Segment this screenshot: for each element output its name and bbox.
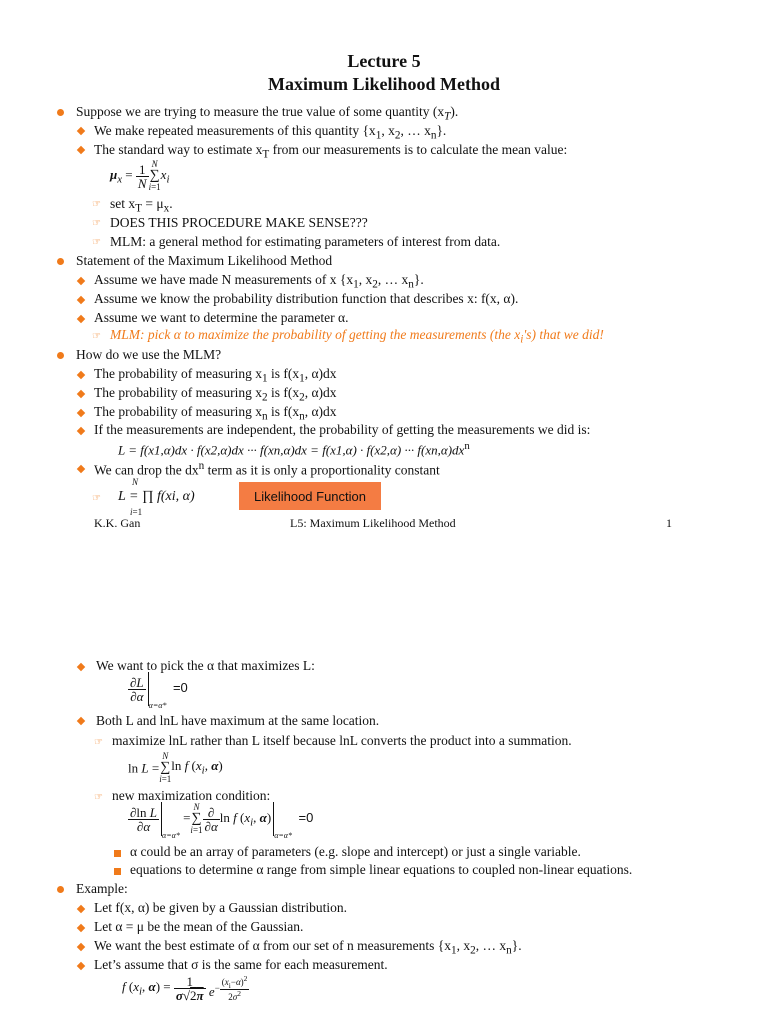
- diamond-bullet-icon: [77, 390, 85, 398]
- diamond-bullet-icon: [77, 465, 85, 473]
- p2-line2: Both L and lnL have maximum at the same location.: [96, 713, 380, 728]
- p2-line6: equations to determine α range from simple linear equations to coupled non-linear equations.: [130, 862, 633, 877]
- p2-line7: Example:: [76, 881, 128, 896]
- footer-page-number: 1: [666, 516, 672, 530]
- square-bullet-icon: [114, 850, 121, 857]
- orange-circle-bullet-icon: [57, 109, 64, 116]
- derivative-equation: $\frac{\partial L}{\partial\alpha}$ $_{\alpha=\alpha*}$ =0: [128, 672, 188, 710]
- s1-line6: MLM: a general method for estimating parameters of interest from data.: [110, 234, 501, 249]
- s1-line2: We make repeated measurements of this quantity {$x_1$, $x_2$, … $x_n$}.: [94, 123, 447, 142]
- diamond-bullet-icon: [77, 717, 85, 725]
- p2-line5: α could be an array of parameters (e.g. slope and intercept) or just a single variable.: [130, 844, 581, 859]
- diamond-bullet-icon: [77, 924, 85, 932]
- lecture-title: Lecture 5: [347, 51, 421, 71]
- s3-line4: The probability of measuring $x_n$ is $f(x_n$, α)dx: [94, 404, 337, 423]
- likelihood-function-equation: L = ∏ f(xi, α): [118, 489, 195, 504]
- pointing-hand-icon: ☞: [92, 331, 101, 342]
- s2-line3: Assume we know the probability distribution function that describes x: f(x, α).: [94, 291, 519, 306]
- pointing-hand-icon: ☞: [94, 737, 103, 748]
- diamond-bullet-icon: [77, 663, 85, 671]
- diamond-bullet-icon: [77, 962, 85, 970]
- orange-circle-bullet-icon: [57, 886, 64, 893]
- diamond-bullet-icon: [77, 943, 85, 951]
- s3-line3: The probability of measuring $x_2$ is $f(x_2$, α)dx: [94, 385, 337, 404]
- pointing-hand-icon: ☞: [92, 237, 101, 248]
- diamond-bullet-icon: [77, 371, 85, 379]
- s3-line7: We can drop the $dx^n$ term as it is only a proportionality constant: [94, 460, 440, 478]
- diamond-bullet-icon: [77, 296, 85, 304]
- pointing-hand-icon: ☞: [92, 493, 101, 504]
- footer-title: L5: Maximum Likelihood Method: [290, 516, 456, 530]
- p2-line9: Let α = μ be the mean of the Gaussian.: [94, 919, 304, 934]
- product-limit-bottom: i=1: [130, 507, 143, 517]
- mean-equation: $\mu_x$ = $\frac{1}{N}$ N ∑ $i=1x_i$: [110, 159, 170, 192]
- likelihood-product-equation: L = f(x1,α)dx · f(x2,α)dx ··· f(xn,α)dx = f(x1,α) · f(x2,α) ··· $f(xn,\alpha)dx^n$: [118, 440, 470, 458]
- p2-line10: We want the best estimate of α from our set of n measurements {$x_1$, $x_2$, … $x_n$}.: [94, 938, 522, 957]
- square-bullet-icon: [114, 868, 121, 875]
- maximization-condition-equation: $\frac{\text{∂ln L}}{\partial\alpha}$ $_{\alpha=\alpha*}$ =N ∑ i=1 $\frac{\partial}{\partial\alpha}$ ln f ($x_i$, $\alpha)_{\alpha=\alpha*} =0$: [130, 802, 314, 840]
- pointing-hand-icon: ☞: [92, 199, 101, 210]
- diamond-bullet-icon: [77, 277, 85, 285]
- orange-circle-bullet-icon: [57, 258, 64, 265]
- p2-line3: maximize lnL rather than L itself because lnL converts the product into a summation.: [112, 733, 572, 748]
- s3-line1: How do we use the MLM?: [76, 347, 222, 362]
- s2-line4: Assume we want to determine the parameter α.: [94, 310, 349, 325]
- footer-author: K.K. Gan: [94, 516, 141, 530]
- s1-line4: set $x_T = \mu_x$.: [110, 196, 173, 215]
- p2-line1: We want to pick the α that maximizes L:: [96, 658, 315, 673]
- pointing-hand-icon: ☞: [92, 218, 101, 229]
- s2-line2: Assume we have made N measurements of x {$x_1$, $x_2$, … $x_n$}.: [94, 272, 424, 291]
- lecture-subtitle: Maximum Likelihood Method: [267, 74, 500, 94]
- diamond-bullet-icon: [77, 409, 85, 417]
- likelihood-function-box: Likelihood Function: [239, 482, 381, 510]
- orange-circle-bullet-icon: [57, 352, 64, 359]
- diamond-bullet-icon: [77, 146, 85, 154]
- diamond-bullet-icon: [77, 427, 85, 435]
- pointing-hand-icon: ☞: [94, 792, 103, 803]
- gaussian-pdf-equation: f ($x_i$, α) = $\frac{1}{\sigma√2\pi}$ $e^{- \frac{(x_i-\alpha)^2}{2\sigma^2}}$: [122, 974, 248, 1004]
- p2-line11: Let’s assume that σ is the same for each measurement.: [94, 957, 388, 972]
- diamond-bullet-icon: [77, 127, 85, 135]
- diamond-bullet-icon: [77, 315, 85, 323]
- s3-line5: If the measurements are independent, the probability of getting the measurements we did is:: [94, 422, 591, 437]
- p2-line8: Let f(x, α) be given by a Gaussian distribution.: [94, 900, 348, 915]
- s1-line1: Suppose we are trying to measure the true value of some quantity $(x_T)$.: [76, 104, 459, 123]
- diamond-bullet-icon: [77, 905, 85, 913]
- lnL-sum-equation: ln L =N ∑ i=1ln f ($x_i$, α): [128, 751, 223, 784]
- s2-line5-highlight: MLM: pick α to maximize the probability of getting the measurements (the $x_i's$) that we did!: [110, 327, 604, 346]
- s1-line3: The standard way to estimate $x_T$ from our measurements is to calculate the mean value:: [94, 142, 568, 161]
- p2-line4: new maximization condition:: [112, 788, 271, 803]
- product-limit-top: N: [132, 477, 139, 487]
- s1-line5: DOES THIS PROCEDURE MAKE SENSE???: [110, 215, 368, 230]
- s3-line2: The probability of measuring $x_1$ is $f(x_1$, α)dx: [94, 366, 337, 385]
- s2-line1: Statement of the Maximum Likelihood Method: [76, 253, 333, 268]
